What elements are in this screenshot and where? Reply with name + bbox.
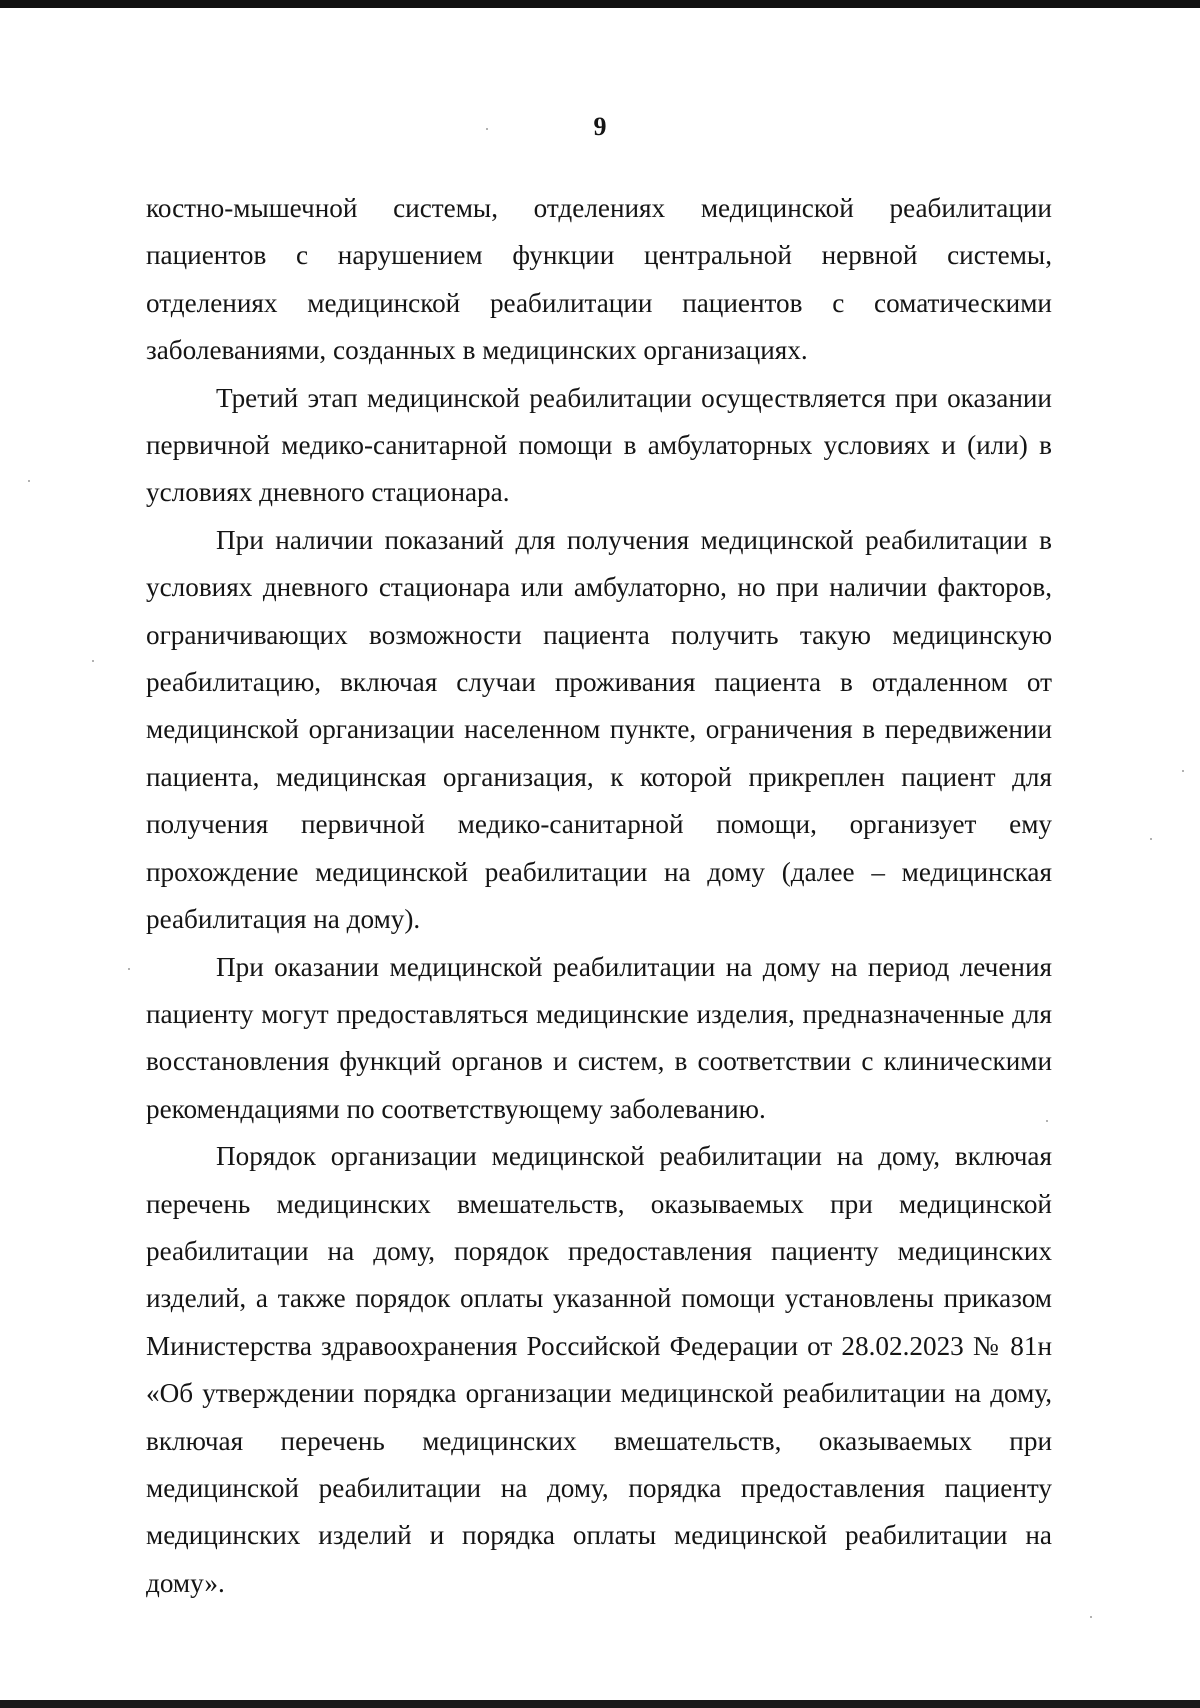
scan-bottom-edge [0, 1700, 1200, 1708]
scan-speck [128, 968, 130, 970]
document-body [146, 185, 1052, 1607]
scan-speck [1090, 1616, 1092, 1618]
scan-speck [1046, 1120, 1048, 1122]
scan-speck [1150, 838, 1152, 840]
paragraph-order-procedure: Порядок организации медицинской реабилитации на дому, включая перечень медицинских вмешательств, оказываемых при медицинской реабилитации на дому, порядок предоставления пациенту медицинских изделий, а также порядок оплаты указанной помощи установлены приказом Министерства здравоохранения Российской Федерации от 28.02.2023 № 81н «Об утверждении порядка организации медицинской реабилитации на дому, включая перечень медицинских вмешательств, оказываемых при медицинской реабилитации на дому, порядка предоставления пациенту медицинских изделий и порядка оплаты медицинской реабилитации на дому». [146, 1141, 1052, 1598]
scan-speck [1182, 770, 1184, 772]
paragraph-continuation: костно-мышечной системы, отделениях медицинской реабилитации пациентов с нарушением функции центральной нервной системы, отделениях медицинской реабилитации пациентов с соматическими заболеваниями, созданных в медицинских организациях. [146, 193, 1052, 366]
scan-speck [486, 128, 488, 130]
page-number: 9 [593, 112, 607, 141]
scan-speck [28, 480, 30, 482]
paragraph-medical-devices: При оказании медицинской реабилитации на дому на период лечения пациенту могут предоставляться медицинские изделия, предназначенные для восстановления функций органов и систем, в соответствии с клиническими рекомендациями по соответствующему заболеванию. [146, 951, 1052, 1124]
scan-speck [92, 660, 94, 662]
paragraph-third-stage: Третий этап медицинской реабилитации осуществляется при оказании первичной медико-санитарной помощи в амбулаторных условиях и (или) в условиях дневного стационара. [146, 382, 1052, 508]
scan-top-edge [0, 0, 1200, 8]
paragraph-home-rehabilitation: При наличии показаний для получения медицинской реабилитации в условиях дневного стационара или амбулаторно, но при наличии факторов, ограничивающих возможности пациента получить такую медицинскую реабилитацию, включая случаи проживания пациента в отдаленном от медицинской организации населенном пункте, ограничения в передвижении пациента, медицинская организация, к которой прикреплен пациент для получения первичной медико-санитарной помощи, организует ему прохождение медицинской реабилитации на дому (далее – медицинская реабилитация на дому). [146, 524, 1052, 935]
